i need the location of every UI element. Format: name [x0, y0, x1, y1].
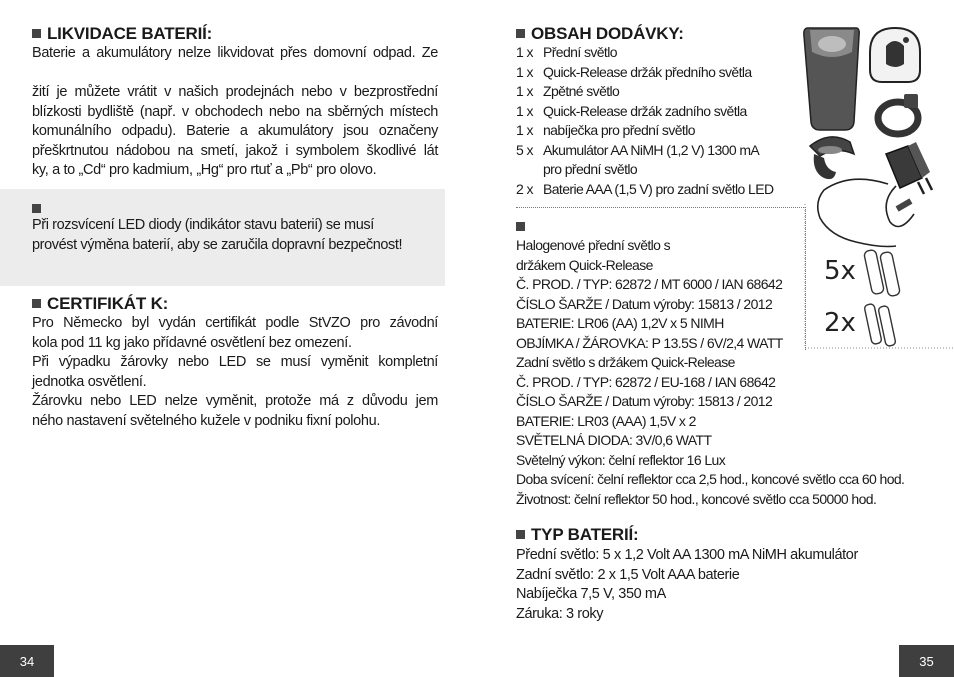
- disposal-paragraph: [32, 44, 438, 181]
- paragraph-line: komunálního odpadu). Baterie a akumulátory jsou označeny: [32, 123, 438, 139]
- battery-type-line: Nabíječka 7,5 V, 350 mA: [516, 586, 666, 602]
- info-line: Doba svícení: čelní reflektor cca 2,5 hod., koncové světlo cca 60 hod.: [516, 471, 905, 487]
- front-light-icon: [804, 28, 859, 130]
- page-number-left: 34: [0, 645, 54, 677]
- paragraph-line: ného nastavení světelného kužele v podniku fixní polohu.: [32, 412, 380, 429]
- paragraph-line: kola pod 11 kg jako přídavné osvětlení bez omezení.: [32, 334, 352, 351]
- paragraph-line: Žárovku nebo LED nelze vyměnit, protože má z důvodu jem: [32, 393, 438, 409]
- contents-list: [516, 43, 773, 199]
- paragraph-line: žití je můžete vrátit v našich prodejnách nebo v bezprostřední: [32, 84, 438, 100]
- info-line: BATERIE: LR03 (AAA) 1,5V x 2: [516, 412, 696, 429]
- info-line: Halogenové přední světlo s: [516, 237, 671, 253]
- dotted-separator: [516, 207, 804, 208]
- battery-type-line: Přední světlo: 5 x 1,2 Volt AA 1300 mA NiMH akumulátor: [516, 547, 858, 563]
- notice-box: [0, 189, 445, 286]
- info-line: Zadní světlo s držákem Quick-Release: [516, 354, 735, 370]
- paragraph-line: přeškrtnutou nádobou na smetí, jakož i symbolem škodlivé lát: [32, 142, 438, 159]
- rear-light-icon: [870, 28, 920, 82]
- list-item: 1 x Quick-Release držák zadního světla: [516, 102, 747, 119]
- bullet-square-icon: [32, 299, 41, 308]
- battery-type-line: Zadní světlo: 2 x 1,5 Volt AAA baterie: [516, 566, 740, 583]
- paragraph-line: Pro Německo byl vydán certifikát podle StVZO pro závodní: [32, 315, 438, 331]
- paragraph-line: ky, a to „Cd“ pro kadmium, „Hg“ pro rtuť a „Pb“ pro olovo.: [32, 162, 377, 178]
- list-item: 1 x nabíječka pro přední světlo: [516, 122, 695, 138]
- list-item: 1 x Quick-Release držák předního světla: [516, 63, 752, 80]
- aa-battery-count: 5x: [824, 256, 856, 286]
- bullet-square-icon: [32, 204, 41, 213]
- bullet-square-icon: [516, 222, 525, 231]
- contents-heading: OBSAH DODÁVKY:: [516, 24, 684, 44]
- paragraph-line: Baterie a akumulátory nelze likvidovat přes domovní odpad. Ze: [32, 45, 438, 61]
- paragraph-line: Při výpadku žárovky nebo LED se musí vyměnit kompletní: [32, 354, 438, 370]
- front-holder-icon: [810, 137, 854, 179]
- info-line: Životnost: čelní reflektor 50 hod., koncové světlo cca 50000 hod.: [516, 490, 877, 507]
- page-number-right: 35: [899, 645, 954, 677]
- battery-type-line: Záruka: 3 roky: [516, 605, 604, 622]
- info-line: Č. PROD. / TYP: 62872 / EU-168 / IAN 68642: [516, 373, 776, 390]
- disposal-heading: LIKVIDACE BATERIÍ:: [32, 24, 212, 44]
- aaa-battery-count: 2x: [824, 308, 856, 338]
- rear-holder-icon: [878, 94, 918, 134]
- info-line: OBJÍMKA / ŽÁROVKA: P 13.5S / 6V/2,4 WATT: [516, 334, 783, 351]
- info-line: držákem Quick-Release: [516, 256, 653, 273]
- list-item: pro přední světlo: [543, 161, 638, 177]
- list-item: 5 x Akumulátor AA NiMH (1,2 V) 1300 mA: [516, 141, 760, 158]
- bullet-square-icon: [516, 530, 525, 539]
- list-item: 2 x Baterie AAA (1,5 V) pro zadní světlo LED: [516, 180, 774, 197]
- paragraph-line: blízkosti bydliště (např. v obchodech nebo na sběrných místech: [32, 103, 438, 120]
- info-line: ČÍSLO ŠARŽE / Datum výroby: 15813 / 2012: [516, 393, 773, 409]
- battery-types-heading: TYP BATERIÍ:: [516, 525, 638, 545]
- bullet-square-icon: [516, 29, 525, 38]
- charger-icon: [818, 142, 932, 247]
- list-item: 1 x Zpětné světlo: [516, 83, 620, 99]
- notice-line: provést výměna baterií, aby se zaručila dopravní bezpečnost!: [32, 236, 403, 253]
- info-line: SVĚTELNÁ DIODA: 3V/0,6 WATT: [516, 432, 712, 448]
- paragraph-line: jednotka osvětlení.: [32, 373, 147, 390]
- info-line: Č. PROD. / TYP: 62872 / MT 6000 / IAN 68642: [516, 276, 783, 292]
- info-line: Světelný výkon: čelní reflektor 16 Lux: [516, 451, 726, 468]
- product-info: [516, 236, 904, 509]
- certificate-paragraph: [32, 314, 438, 431]
- list-item: 1 x Přední světlo: [516, 44, 617, 60]
- notice-line: Při rozsvícení LED diody (indikátor stavu baterií) se musí: [32, 217, 374, 233]
- certificate-heading: CERTIFIKÁT K:: [32, 294, 168, 314]
- info-line: ČÍSLO ŠARŽE / Datum výroby: 15813 / 2012: [516, 295, 773, 312]
- info-line: BATERIE: LR06 (AA) 1,2V x 5 NIMH: [516, 315, 724, 331]
- battery-types-list: [516, 546, 858, 624]
- bullet-square-icon: [32, 29, 41, 38]
